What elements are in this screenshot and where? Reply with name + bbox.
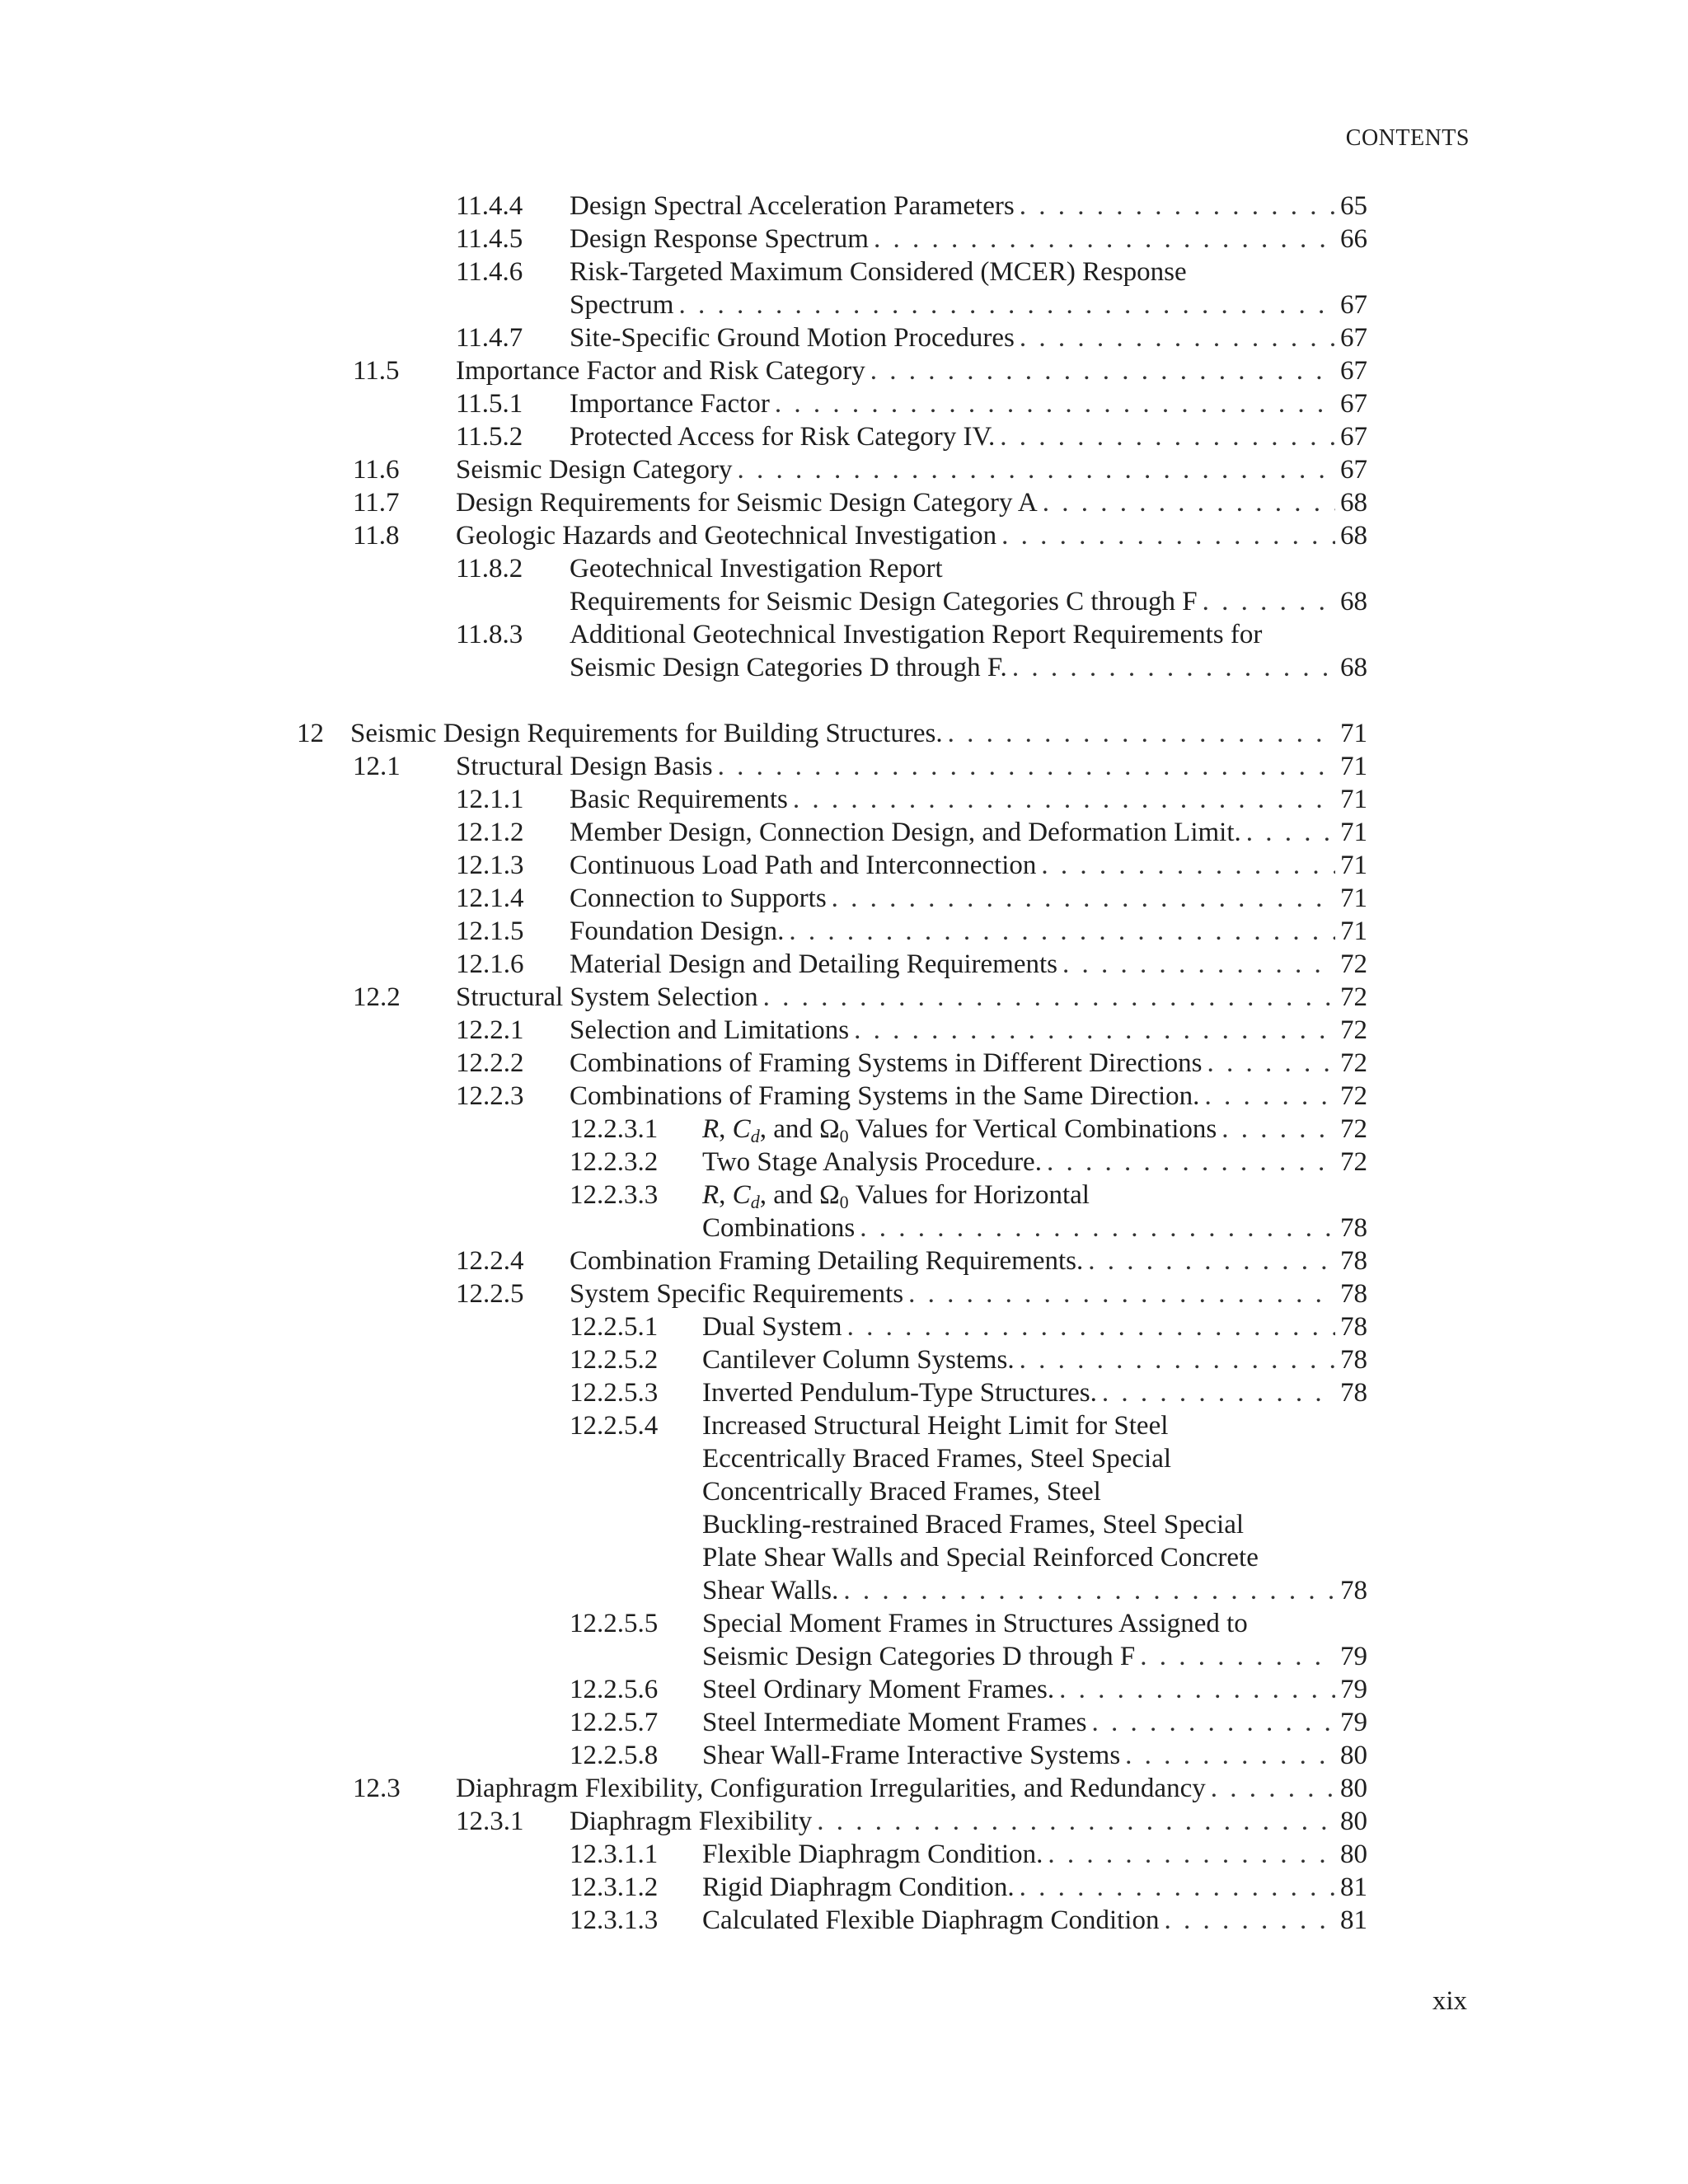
section-title-line: R, $C_d$, and $\Omega_0$ Values for Horizontal xyxy=(702,1180,1090,1212)
section-title-line: Combinations of Framing Systems in Different Directions xyxy=(570,1048,1203,1078)
toc-entry[interactable] xyxy=(0,420,1688,453)
toc-entry[interactable] xyxy=(0,1376,1688,1409)
page-ref: 78 xyxy=(1340,1378,1367,1408)
section-number: 12.2.2 xyxy=(456,1048,524,1078)
toc-entry[interactable] xyxy=(0,849,1688,882)
toc-entry[interactable] xyxy=(0,1673,1688,1706)
page-ref: 80 xyxy=(1340,1807,1367,1836)
dot-leader xyxy=(1159,1904,1335,1937)
section-number: 11.5 xyxy=(353,356,400,386)
toc-entry[interactable] xyxy=(0,321,1688,354)
dot-leader xyxy=(1043,1838,1335,1871)
section-number: 12.1.1 xyxy=(456,785,524,814)
toc-entry[interactable] xyxy=(0,915,1688,948)
section-title-line: Selection and Limitations xyxy=(570,1015,850,1045)
toc-entry[interactable] xyxy=(0,1244,1688,1277)
toc-entry[interactable] xyxy=(0,783,1688,816)
toc-entry[interactable] xyxy=(0,1904,1688,1937)
toc-entry[interactable] xyxy=(0,223,1688,255)
toc-entry[interactable] xyxy=(0,981,1688,1014)
dot-leader xyxy=(1015,321,1335,354)
dot-leader xyxy=(1015,190,1335,223)
page-ref: 68 xyxy=(1340,587,1367,616)
section-number: 11.4.5 xyxy=(456,224,523,254)
section-title-line: Importance Factor xyxy=(570,389,770,419)
section-title-line: Seismic Design Category xyxy=(456,455,733,485)
dot-leader xyxy=(784,915,1335,948)
section-title-line: Importance Factor and Risk Category xyxy=(456,356,865,386)
dot-leader xyxy=(1198,585,1335,618)
section-title-line: R, $C_d$, and $\Omega_0$ Values for Vertical Combinations xyxy=(702,1114,1217,1146)
toc-entry[interactable] xyxy=(0,816,1688,849)
page-ref: 78 xyxy=(1340,1576,1367,1605)
section-title-line: Foundation Design. xyxy=(570,916,785,946)
page-ref: 71 xyxy=(1340,785,1367,814)
dot-leader xyxy=(1007,651,1335,684)
dot-leader xyxy=(1199,1080,1335,1113)
section-number: 12.3 xyxy=(353,1774,401,1803)
page-ref: 79 xyxy=(1340,1642,1367,1671)
section-title-line: Geologic Hazards and Geotechnical Investigation xyxy=(456,521,997,551)
section-number: 12.2.1 xyxy=(456,1015,524,1045)
dot-leader xyxy=(855,1212,1335,1244)
section-number: 11.6 xyxy=(353,455,400,485)
section-title-line: Seismic Design Categories D through F xyxy=(702,1642,1136,1671)
section-number: 12.3.1.2 xyxy=(570,1872,659,1902)
toc-entry[interactable] xyxy=(0,1146,1688,1179)
toc-entry[interactable] xyxy=(0,387,1688,420)
dot-leader xyxy=(1057,948,1335,981)
page-ref: 65 xyxy=(1340,191,1367,221)
section-title-line: Shear Wall-Frame Interactive Systems xyxy=(702,1741,1121,1770)
page-number: xix xyxy=(1432,1986,1467,2016)
section-title-line: Cantilever Column Systems. xyxy=(702,1345,1015,1375)
dot-leader xyxy=(1038,486,1335,519)
page-ref: 80 xyxy=(1340,1840,1367,1869)
page-ref: 67 xyxy=(1340,389,1367,419)
toc-entry[interactable] xyxy=(0,1772,1688,1805)
dot-leader xyxy=(1217,1113,1335,1146)
dot-leader xyxy=(1097,1376,1335,1409)
section-title-line: Spectrum xyxy=(570,290,674,320)
page-ref: 66 xyxy=(1340,224,1367,254)
page-ref: 67 xyxy=(1340,356,1367,386)
dot-leader xyxy=(732,453,1335,486)
section-title-line: Design Response Spectrum xyxy=(570,224,869,254)
section-number: 12 xyxy=(297,719,324,748)
section-title-line: Two Stage Analysis Procedure. xyxy=(702,1147,1042,1177)
page-ref: 71 xyxy=(1340,818,1367,847)
section-title-line: Combinations xyxy=(702,1213,856,1243)
section-number: 11.8.2 xyxy=(456,554,523,583)
section-number: 12.1.6 xyxy=(456,949,524,979)
section-title-line: Geotechnical Investigation Report xyxy=(570,554,943,583)
section-title-line: Protected Access for Risk Category IV. xyxy=(570,422,996,452)
section-number: 12.1.3 xyxy=(456,851,524,880)
dot-leader xyxy=(812,1805,1335,1838)
section-title-line: Continuous Load Path and Interconnection xyxy=(570,851,1037,880)
section-title-line: Connection to Supports xyxy=(570,883,827,913)
toc-entry[interactable] xyxy=(0,1409,1688,1607)
section-title-line: Inverted Pendulum-Type Structures. xyxy=(702,1378,1097,1408)
page-ref: 79 xyxy=(1340,1708,1367,1737)
section-number: 11.4.6 xyxy=(456,257,523,287)
dot-leader xyxy=(1036,849,1335,882)
dot-leader xyxy=(770,387,1335,420)
page-ref: 72 xyxy=(1340,982,1367,1012)
dot-leader xyxy=(849,1014,1335,1047)
toc-entry[interactable] xyxy=(0,750,1688,783)
section-title-line: Additional Geotechnical Investigation Report Requirements for xyxy=(570,620,1263,649)
section-title-line: Member Design, Connection Design, and Deformation Limit. xyxy=(570,818,1241,847)
toc-entry[interactable] xyxy=(0,948,1688,981)
dot-leader xyxy=(1135,1640,1335,1673)
dot-leader xyxy=(1015,1343,1335,1376)
page-ref: 78 xyxy=(1340,1279,1367,1309)
dot-leader xyxy=(995,420,1335,453)
section-title-line: Eccentrically Braced Frames, Steel Special xyxy=(702,1444,1172,1474)
section-title-line: System Specific Requirements xyxy=(570,1279,904,1309)
section-number: 12.2.3 xyxy=(456,1081,524,1111)
dot-leader xyxy=(1015,1871,1335,1904)
section-title-line: Material Design and Detailing Requirements xyxy=(570,949,1058,979)
section-title-line: Seismic Design Categories D through F. xyxy=(570,653,1007,682)
page-ref: 78 xyxy=(1340,1213,1367,1243)
running-head: CONTENTS xyxy=(1345,125,1470,151)
dot-leader xyxy=(1202,1047,1335,1080)
section-title-line: Diaphragm Flexibility xyxy=(570,1807,813,1836)
section-number: 11.8.3 xyxy=(456,620,523,649)
section-number: 12.2.5.7 xyxy=(570,1708,659,1737)
toc-entry[interactable] xyxy=(0,1113,1688,1146)
toc-entry[interactable] xyxy=(0,1838,1688,1871)
dot-leader xyxy=(1086,1706,1335,1739)
dot-leader xyxy=(827,882,1335,915)
page-ref: 81 xyxy=(1340,1872,1367,1902)
dot-leader xyxy=(1120,1739,1335,1772)
section-number: 12.3.1 xyxy=(456,1807,524,1836)
toc-entry[interactable] xyxy=(0,1343,1688,1376)
page-ref: 68 xyxy=(1340,488,1367,518)
section-title-line: Site-Specific Ground Motion Procedures xyxy=(570,323,1015,353)
dot-leader xyxy=(1241,816,1335,849)
section-number: 12.2.5 xyxy=(456,1279,524,1309)
page-ref: 71 xyxy=(1340,851,1367,880)
section-title-line: Plate Shear Walls and Special Reinforced Concrete xyxy=(702,1543,1259,1572)
toc-entry[interactable] xyxy=(0,519,1688,552)
dot-leader xyxy=(842,1310,1335,1343)
section-title-line: Steel Intermediate Moment Frames xyxy=(702,1708,1087,1737)
section-number: 12.2.3.2 xyxy=(570,1147,659,1177)
section-title-line: Risk-Targeted Maximum Considered (MCER) Response xyxy=(570,257,1187,287)
toc-entry[interactable] xyxy=(0,1080,1688,1113)
section-number: 11.4.7 xyxy=(456,323,523,353)
page-ref: 80 xyxy=(1340,1774,1367,1803)
page-ref: 71 xyxy=(1340,883,1367,913)
section-number: 12.1.5 xyxy=(456,916,524,946)
page-ref: 68 xyxy=(1340,521,1367,551)
toc-entry[interactable] xyxy=(0,354,1688,387)
section-number: 12.1.2 xyxy=(456,818,524,847)
dot-leader xyxy=(869,223,1335,255)
section-title-line: Combination Framing Detailing Requirements. xyxy=(570,1246,1084,1276)
page-ref: 68 xyxy=(1340,653,1367,682)
page-ref: 72 xyxy=(1340,1015,1367,1045)
section-number: 11.5.2 xyxy=(456,422,523,452)
page-ref: 78 xyxy=(1340,1345,1367,1375)
toc-entry[interactable] xyxy=(0,1310,1688,1343)
section-title-line: Diaphragm Flexibility, Configuration Irregularities, and Redundancy xyxy=(456,1774,1206,1803)
toc-entry[interactable] xyxy=(0,717,1688,750)
dot-leader xyxy=(943,717,1335,750)
dot-leader xyxy=(758,981,1335,1014)
page-ref: 78 xyxy=(1340,1312,1367,1342)
page-ref: 72 xyxy=(1340,1081,1367,1111)
page-ref: 67 xyxy=(1340,422,1367,452)
dot-leader xyxy=(996,519,1335,552)
toc-entry[interactable] xyxy=(0,1179,1688,1244)
page-ref: 67 xyxy=(1340,290,1367,320)
page-ref: 71 xyxy=(1340,916,1367,946)
section-number: 12.2.3.1 xyxy=(570,1114,659,1144)
dot-leader xyxy=(1206,1772,1335,1805)
toc-entry[interactable] xyxy=(0,453,1688,486)
toc-entry[interactable] xyxy=(0,1739,1688,1772)
dot-leader xyxy=(1042,1146,1335,1179)
dot-leader xyxy=(838,1574,1335,1607)
section-title-line: Increased Structural Height Limit for Steel xyxy=(702,1411,1169,1441)
page-ref: 81 xyxy=(1340,1905,1367,1935)
section-number: 12.2.5.1 xyxy=(570,1312,659,1342)
page-ref: 72 xyxy=(1340,1114,1367,1144)
page-ref: 80 xyxy=(1340,1741,1367,1770)
page-ref: 72 xyxy=(1340,1147,1367,1177)
section-number: 12.2.5.8 xyxy=(570,1741,659,1770)
dot-leader xyxy=(903,1277,1335,1310)
section-title-line: Basic Requirements xyxy=(570,785,788,814)
section-title-line: Flexible Diaphragm Condition. xyxy=(702,1840,1043,1869)
section-number: 12.2.3.3 xyxy=(570,1180,659,1210)
section-number: 12.2.4 xyxy=(456,1246,524,1276)
section-title-line: Steel Ordinary Moment Frames. xyxy=(702,1675,1055,1704)
toc-entry[interactable] xyxy=(0,1706,1688,1739)
section-title-line: Dual System xyxy=(702,1312,842,1342)
dot-leader xyxy=(788,783,1335,816)
dot-leader xyxy=(713,750,1335,783)
toc-entry[interactable] xyxy=(0,1014,1688,1047)
toc-entry[interactable] xyxy=(0,618,1688,684)
toc-entry[interactable] xyxy=(0,190,1688,223)
section-number: 11.5.1 xyxy=(456,389,523,419)
toc-entry[interactable] xyxy=(0,552,1688,618)
section-number: 11.7 xyxy=(353,488,400,518)
section-title-line: Structural System Selection xyxy=(456,982,758,1012)
section-title-line: Shear Walls. xyxy=(702,1576,839,1605)
page-ref: 78 xyxy=(1340,1246,1367,1276)
section-number: 12.2.5.4 xyxy=(570,1411,659,1441)
section-title-line: Design Spectral Acceleration Parameters xyxy=(570,191,1015,221)
section-title-line: Rigid Diaphragm Condition. xyxy=(702,1872,1015,1902)
section-title-line: Requirements for Seismic Design Categories C through F xyxy=(570,587,1198,616)
toc-entry[interactable] xyxy=(0,1047,1688,1080)
toc-entry[interactable] xyxy=(0,882,1688,915)
toc-entry[interactable] xyxy=(0,1805,1688,1838)
page-ref: 79 xyxy=(1340,1675,1367,1704)
section-title-line: Structural Design Basis xyxy=(456,752,713,781)
dot-leader xyxy=(1083,1244,1335,1277)
section-number: 12.1.4 xyxy=(456,883,524,913)
section-number: 12.2.5.2 xyxy=(570,1345,659,1375)
toc-entry[interactable] xyxy=(0,486,1688,519)
section-number: 12.2 xyxy=(353,982,401,1012)
toc-entry[interactable] xyxy=(0,255,1688,321)
section-title-line: Calculated Flexible Diaphragm Condition xyxy=(702,1905,1160,1935)
page-ref: 72 xyxy=(1340,1048,1367,1078)
page-ref: 67 xyxy=(1340,323,1367,353)
section-number: 12.3.1.1 xyxy=(570,1840,659,1869)
page-ref: 67 xyxy=(1340,455,1367,485)
dot-leader xyxy=(1054,1673,1335,1706)
section-number: 12.2.5.3 xyxy=(570,1378,659,1408)
section-number: 11.4.4 xyxy=(456,191,523,221)
section-title-line: Buckling-restrained Braced Frames, Steel Special xyxy=(702,1510,1245,1540)
page-ref: 72 xyxy=(1340,949,1367,979)
page-ref: 71 xyxy=(1340,719,1367,748)
section-number: 12.2.5.5 xyxy=(570,1609,659,1638)
dot-leader xyxy=(865,354,1335,387)
section-number: 12.2.5.6 xyxy=(570,1675,659,1704)
page-ref: 71 xyxy=(1340,752,1367,781)
section-title-line: Design Requirements for Seismic Design Category A xyxy=(456,488,1038,518)
section-number: 11.8 xyxy=(353,521,400,551)
section-title-line: Seismic Design Requirements for Building Structures. xyxy=(350,719,943,748)
toc-entry[interactable] xyxy=(0,1607,1688,1673)
toc-entry[interactable] xyxy=(0,1871,1688,1904)
section-title-line: Concentrically Braced Frames, Steel xyxy=(702,1477,1101,1507)
dot-leader xyxy=(673,288,1335,321)
toc-entry[interactable] xyxy=(0,1277,1688,1310)
section-number: 12.1 xyxy=(353,752,401,781)
section-number: 12.3.1.3 xyxy=(570,1905,659,1935)
table-of-contents xyxy=(0,190,1688,1937)
section-title-line: Special Moment Frames in Structures Assigned to xyxy=(702,1609,1248,1638)
section-title-line: Combinations of Framing Systems in the Same Direction. xyxy=(570,1081,1200,1111)
